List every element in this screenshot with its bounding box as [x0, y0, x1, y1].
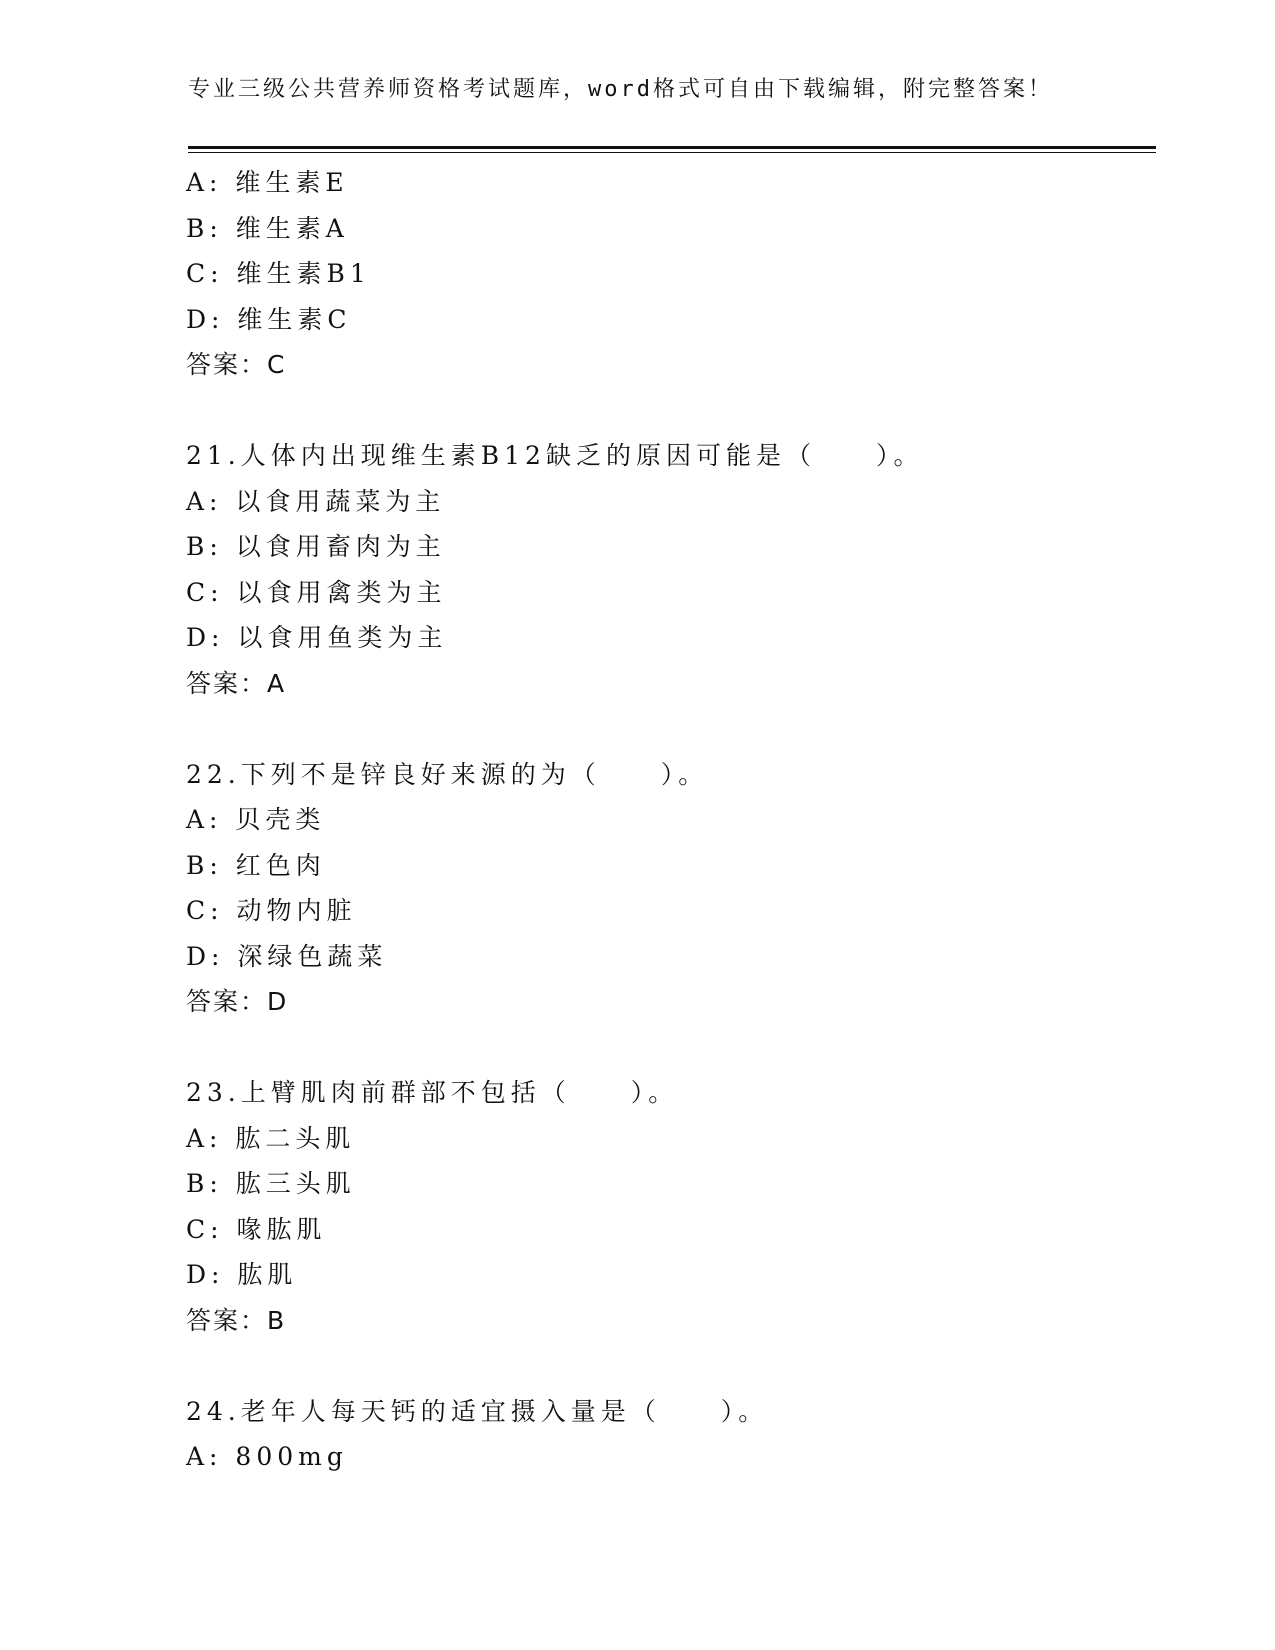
- option-b: B: 红色肉: [186, 850, 326, 880]
- option-c: C: 维生素B1: [186, 259, 371, 288]
- spacer: [186, 706, 1146, 752]
- question-stem: 21.人体内出现维生素B12缺乏的原因可能是（ ）。: [186, 441, 924, 470]
- answer-line: 答案：B: [186, 1305, 287, 1335]
- question-stem: 23.上臂肌肉前群部不包括（ ）。: [186, 1078, 679, 1107]
- question-block: [186, 1389, 1146, 1480]
- question-list: [186, 160, 1146, 1480]
- answer-line: 答案：A: [186, 668, 287, 698]
- answer-line: 答案：D: [186, 987, 289, 1016]
- spacer: [186, 1025, 1146, 1071]
- option-a: A: 贝壳类: [186, 805, 326, 834]
- option-c: C: 喙肱肌: [186, 1214, 327, 1244]
- option-d: D: 维生素C: [186, 304, 352, 334]
- option-a: A: 肱二头肌: [186, 1123, 356, 1153]
- answer-line: 答案：C: [186, 350, 287, 379]
- spacer: [186, 388, 1146, 434]
- option-a: A: 以食用蔬菜为主: [186, 486, 446, 516]
- document-header: 专业三级公共营养师资格考试题库，word格式可自由下载编辑，附完整答案！: [188, 77, 1053, 102]
- option-b: B: 维生素A: [186, 213, 349, 243]
- question-stem: 22.下列不是锌良好来源的为（ ）。: [186, 759, 709, 789]
- option-a: A: 维生素E: [186, 168, 349, 197]
- question-stem: 24.老年人每天钙的适宜摄入量是（ ）。: [186, 1396, 769, 1426]
- option-d: D: 肱肌: [186, 1260, 298, 1289]
- option-d: D: 以食用鱼类为主: [186, 623, 448, 652]
- option-b: B: 肱三头肌: [186, 1169, 356, 1198]
- header-rule-thick: [188, 146, 1156, 149]
- option-c: C: 以食用禽类为主: [186, 577, 447, 607]
- question-block: [186, 433, 1146, 706]
- header-rule-thin: [188, 152, 1156, 153]
- question-block: [186, 160, 1146, 388]
- option-c: C: 动物内脏: [186, 896, 357, 925]
- option-b: B: 以食用畜肉为主: [186, 532, 446, 561]
- option-d: D: 深绿色蔬菜: [186, 941, 388, 971]
- spacer: [186, 1343, 1146, 1389]
- question-block: [186, 752, 1146, 1025]
- option-a: A: 800mg: [186, 1442, 348, 1471]
- question-block: [186, 1070, 1146, 1343]
